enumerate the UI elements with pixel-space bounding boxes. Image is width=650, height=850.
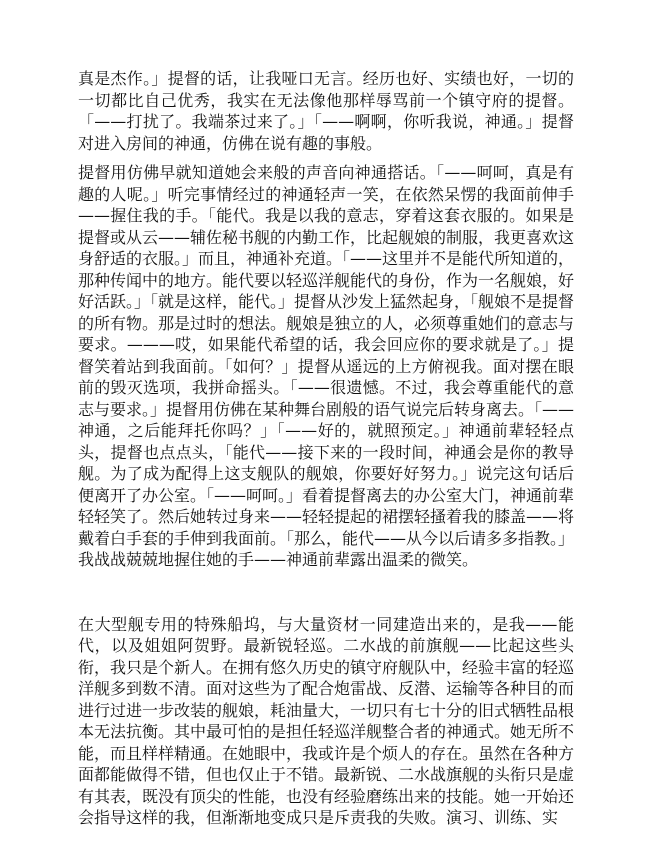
paragraph-1: 真是杰作。」提督的话，让我哑口无言。经历也好、实绩也好，一切的一切都比自己优秀，我实在无法像他那样辱骂前一个镇守府的提督。「——打扰了。我端茶过来了。」「——啊啊，你听我说，神通。」提督对进入房间的神通，仿佛在说有趣的事般。 <box>78 69 574 153</box>
body-text <box>78 68 574 829</box>
paragraph-2: 提督用仿佛早就知道她会来般的声音向神通搭话。「——呵呵，真是有趣的人呢。」听完事情经过的神通轻声一笑，在依然呆愣的我面前伸手——握住我的手。「能代。我是以我的意志，穿着这套衣服的。如果是提督或从云——辅佐秘书舰的内勤工作，比起舰娘的制服，我更喜欢这身舒适的衣服。」而且，神通补充道。「——这里并不是能代所知道的，那种传闻中的地方。能代要以轻巡洋舰能代的身份，作为一名舰娘，好好活跃。」「就是这样，能代。」提督从沙发上猛然起身，「舰娘不是提督的所有物。那是过时的想法。舰娘是独立的人，必须尊重她们的意志与要求。———哎，如果能代希望的话，我会回应你的要求就是了。」提督笑着站到我面前。「如何？」提督从遥远的上方俯视我。面对摆在眼前的毁灭选项，我拼命摇头。「——很遗憾。不过，我会尊重能代的意志与要求。」提督用仿佛在某种舞台剧般的语气说完后转身离去。「——神通，之后能拜托你吗？」「——好的，就照预定。」神通前辈轻轻点头，提督也点点头，「能代——接下来的一段时间，神通会是你的教导舰。为了成为配得上这支舰队的舰娘，你要好好努力。」说完这句话后便离开了办公室。「——呵呵。」看着提督离去的办公室大门，神通前辈轻轻笑了。然后她转过身来——轻轻提起的裙摆轻搔着我的膝盖——将戴着白手套的手伸到我面前。「那么，能代——从今以后请多多指教。」我战战兢兢地握住她的手——神通前辈露出温柔的微笑。 <box>78 163 575 569</box>
paragraph-3: 在大型舰专用的特殊船坞，与大量资材一同建造出来的，是我——能代，以及姐姐阿贺野。最新锐轻巡。二水战的前旗舰——比起这些头衔，我只是个新人。在拥有悠久历史的镇守府舰队中，经验丰富的轻巡洋舰多到数不清。面对这些为了配合炮雷战、反潜、运输等各种目的而进行过进一步改装的舰娘，耗油量大，一切只有七十分的旧式牺牲品根本无法抗衡。其中最可怕的是担任轻巡洋舰整合者的神通式。她无所不能，而且样样精通。在她眼中，我或许是个烦人的存在。虽然在各种方面都能做得不错，但也仅止于不错。最新锐、二水战旗舰的头衔只是虚有其表，既没有顶尖的性能，也没有经验磨练出来的技能。她一开始还会指导这样的我，但渐渐地变成只是斥责我的失败。演习、训练、实 <box>78 614 575 827</box>
